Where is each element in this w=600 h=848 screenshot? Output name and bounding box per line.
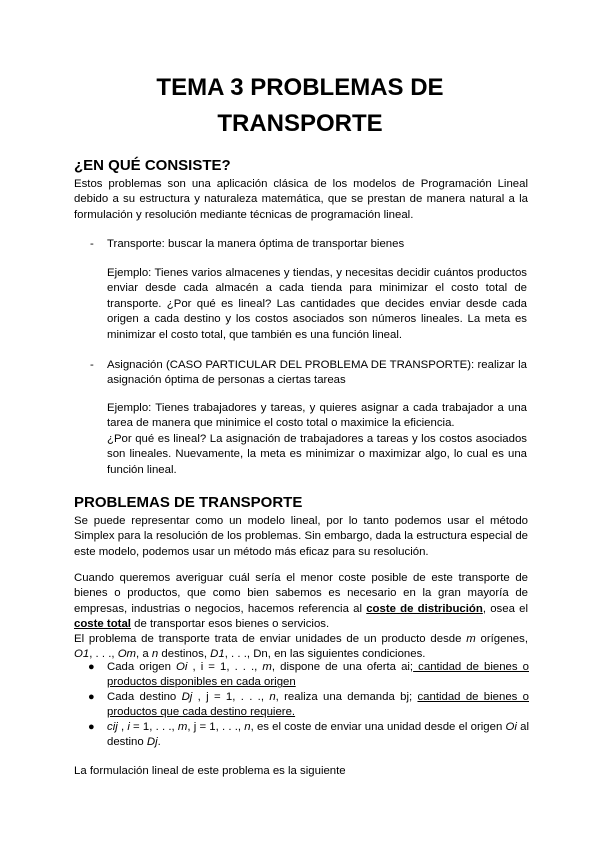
- transporte-example: Ejemplo: Tienes varios almacenes y tiendas, y necesitas decidir cuántos productos enviar desde cada almacén a cada tienda para minimizar el costo total de transporte. ¿Por qué es lineal? Las cantidades que decides enviar desde cada origen a cada destino y los costos asociados son números lineales. La meta es minimizar el costo total, que también es una función lineal.: [107, 267, 527, 341]
- cost-paragraph: Cuando queremos averiguar cuál sería el menor coste posible de este transporte de bienes o productos, que como bien sabemos es necesario en la gran mayoría de empresas, industrias o negocios, hacemos referencia al coste de distribución, osea el coste total de transportar esos bienes o servicios.: [74, 572, 528, 631]
- document-title-line-1: TEMA 3 PROBLEMAS DE: [156, 74, 444, 101]
- condition-origins: Cada origen Oi , i = 1, . . ., m, dispone de una oferta ai; cantidad de bienes o productos disponibles en cada origen: [107, 661, 529, 689]
- list-item-asignacion: Asignación (CASO PARTICULAR DEL PROBLEMA DE TRANSPORTE): realizar la asignación óptima de personas a ciertas tareas: [107, 359, 527, 387]
- bullet-dot: ●: [88, 661, 95, 673]
- bullet-dot: ●: [88, 691, 95, 703]
- problem-definition-paragraph: El problema de transporte trata de enviar unidades de un producto desde m orígenes, O1, . . ., Om, a n destinos, D1, . . ., Dn, en las siguientes condiciones.: [74, 633, 528, 661]
- asignacion-example: Ejemplo: Tienes trabajadores y tareas, y quieres asignar a cada trabajador a una tarea de manera que minimice el costo total o maximice la eficiencia.: [107, 402, 527, 430]
- closing-sentence: La formulación lineal de este problema es la siguiente: [74, 765, 346, 777]
- simplex-paragraph: Se puede representar como un modelo lineal, por lo tanto podemos usar el método Simplex para la resolución de los problemas. Sin embargo, dada la estructura especial de este modelo, podemos usar un método más eficaz para su resolución.: [74, 515, 528, 558]
- document-title-line-2: TRANSPORTE: [217, 110, 383, 137]
- intro-paragraph: Estos problemas son una aplicación clásica de los modelos de Programación Lineal debido a su estructura y naturaleza matemática, que se prestan de manera natural a la formulación y resolución mediante técnicas de programación lineal.: [74, 178, 528, 221]
- list-item-transporte: Transporte: buscar la manera óptima de transportar bienes: [107, 238, 405, 250]
- bullet-dot: ●: [88, 721, 95, 733]
- coste-distribucion-term: coste de distribución: [366, 602, 483, 615]
- list-marker: -: [90, 238, 94, 250]
- condition-destinations: Cada destino Dj , j = 1, . . ., n, realiza una demanda bj; cantidad de bienes o productos que cada destino requiere.: [107, 691, 530, 719]
- section-heading-problemas-de-transporte: PROBLEMAS DE TRANSPORTE: [74, 494, 303, 511]
- asignacion-why-linear: ¿Por qué es lineal? La asignación de trabajadores a tareas y los costos asociados son lineales. Nuevamente, la meta es minimizar o maximizar algo, lo cual es una función lineal.: [107, 433, 527, 476]
- condition-costs: cij , i = 1, . . ., m, j = 1, . . ., n, es el coste de enviar una unidad desde el origen Oi al destino Dj.: [107, 721, 529, 749]
- coste-total-term: coste total: [74, 618, 131, 631]
- section-heading-en-que-consiste: ¿EN QUÉ CONSISTE?: [74, 157, 231, 174]
- list-marker: -: [90, 359, 94, 371]
